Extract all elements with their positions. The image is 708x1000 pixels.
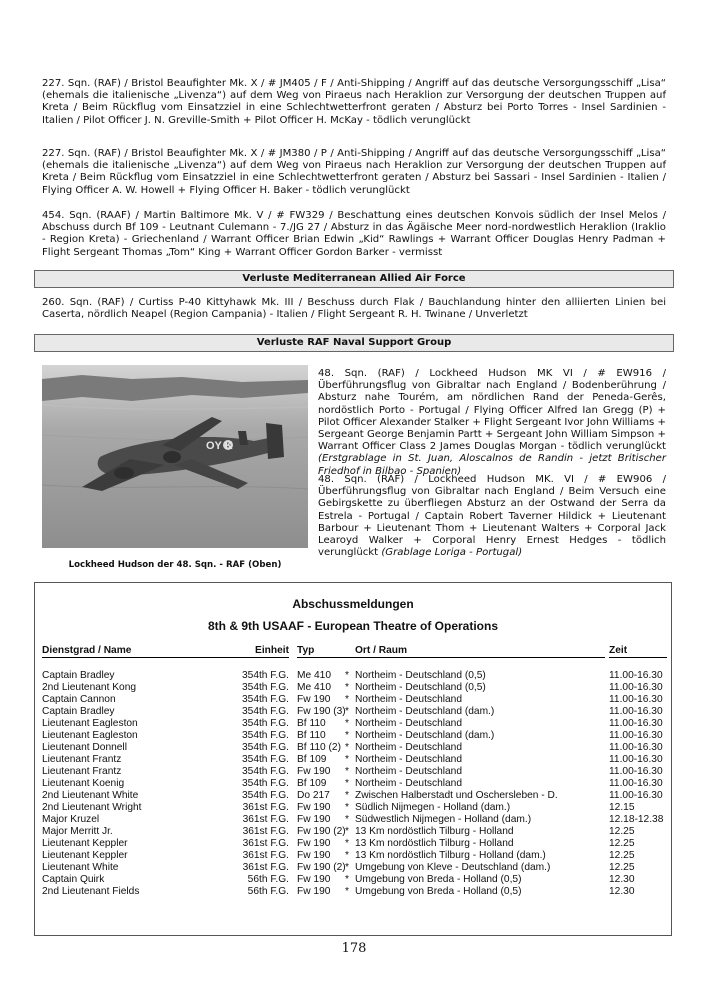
table-row <box>35 826 671 838</box>
claim-name: Lieutenant Eagleston <box>42 730 138 741</box>
claim-place: Zwischen Halberstadt und Oschersleben - D. <box>355 790 558 801</box>
claim-place: Northeim - Deutschland <box>355 694 463 705</box>
claim-time: 11.00-16.30 <box>609 778 663 789</box>
table-row <box>35 682 671 694</box>
claim-unit: 56th F.G. <box>247 874 289 885</box>
claim-type: Fw 190 <box>297 850 331 861</box>
header-name: Dienstgrad / Name <box>42 645 208 658</box>
claim-mark: * <box>345 790 349 801</box>
claim-place: Umgebung von Breda - Holland (0,5) <box>355 874 522 885</box>
claim-unit: 361st F.G. <box>242 802 289 813</box>
claim-place: Umgebung von Breda - Holland (0,5) <box>355 886 522 897</box>
table-row <box>35 838 671 850</box>
table-row <box>35 850 671 862</box>
claim-place: Northeim - Deutschland <box>355 754 463 765</box>
table-row <box>35 766 671 778</box>
claim-unit: 354th F.G. <box>241 718 289 729</box>
claim-unit: 361st F.G. <box>242 862 289 873</box>
claim-mark: * <box>345 850 349 861</box>
claim-name: 2nd Lieutenant Kong <box>42 682 137 693</box>
claim-unit: 361st F.G. <box>242 814 289 825</box>
claim-time: 11.00-16.30 <box>609 766 663 777</box>
claim-mark: * <box>345 838 349 849</box>
claim-type: Fw 190 <box>297 766 331 777</box>
naval-paragraph-1-text: 48. Sqn. (RAF) / Lockheed Hudson MK VI / # EW916 / Überführungsflug von Gibraltar nach England / Bodenberührung / Absturz nahe Tourém, am nördlichen Rand der Peneda-Gerês, nordöstlich Porto - Portugal / Flying Officer Alfred Ian Gregg (P) + Pilot Officer Alexander Stalker + Flight Sergeant Ivor John Williams + Sergeant George Benjamin Partt + Sergeant John William Simpson + Warrant Officer Class 2 James Douglas Morgan - tödlich verunglückt <box>318 368 666 453</box>
claims-table-header <box>35 645 671 658</box>
claim-mark: * <box>345 778 349 789</box>
claim-name: Lieutenant Eagleston <box>42 718 138 729</box>
loss-paragraph-4: 260. Sqn. (RAF) / Curtiss P-40 Kittyhawk Mk. III / Beschuss durch Flak / Bauchlandung hinter den alliierten Linien bei Caserta, nördlich Neapel (Region Campania) - Italien / Flight Sergeant R. H. Twinane / Unverletzt <box>42 297 666 321</box>
header-time: Zeit <box>609 645 667 658</box>
svg-text:OY K: OY K <box>206 440 233 452</box>
claim-name: Major Merritt Jr. <box>42 826 113 837</box>
claim-type: Fw 190 <box>297 886 331 897</box>
claim-name: Captain Bradley <box>42 706 115 717</box>
claim-mark: * <box>345 682 349 693</box>
claim-mark: * <box>345 802 349 813</box>
table-row <box>35 670 671 682</box>
claim-unit: 354th F.G. <box>241 730 289 741</box>
claim-mark: * <box>345 718 349 729</box>
claim-place: Northeim - Deutschland <box>355 742 463 753</box>
claim-unit: 361st F.G. <box>242 826 289 837</box>
loss-paragraph-2: 227. Sqn. (RAF) / Bristol Beaufighter Mk. X / # JM380 / P / Anti-Shipping / Angriff auf das deutsche Versorgungsschiff „Lisa“ (ehemals die italienische „Livenza“) auf dem Weg von Piraeus nach Heraklion zur Versorgung der deutschen Truppen auf Kreta / Beim Rückflug vom Einsatzziel in eine Schlechtwetterfront geraten / Absturz bei Sassari - Insel Sardinien - Italien / Flying Officer A. W. Howell + Flying Officer H. Baker - tödlich verunglückt <box>42 148 666 196</box>
claim-unit: 354th F.G. <box>241 754 289 765</box>
photo-caption: Lockheed Hudson der 48. Sqn. - RAF (Oben) <box>68 560 282 570</box>
claims-title: Abschussmeldungen <box>292 597 414 611</box>
claim-time: 11.00-16.30 <box>609 682 663 693</box>
claim-type: Fw 190 (2) <box>297 862 346 873</box>
claims-box <box>34 582 672 936</box>
claim-place: Northeim - Deutschland (dam.) <box>355 730 495 741</box>
claim-type: Bf 110 <box>297 730 326 741</box>
claim-name: Captain Quirk <box>42 874 105 885</box>
claim-time: 11.00-16.30 <box>609 742 663 753</box>
claim-time: 12.25 <box>609 850 635 861</box>
claim-place: 13 Km nordöstlich Tilburg - Holland (dam.) <box>355 850 546 861</box>
table-row <box>35 886 671 898</box>
claim-place: Northeim - Deutschland <box>355 778 463 789</box>
claim-unit: 56th F.G. <box>247 886 289 897</box>
claim-place: Northeim - Deutschland (0,5) <box>355 682 486 693</box>
claim-type: Fw 190 <box>297 874 331 885</box>
claim-unit: 354th F.G. <box>241 778 289 789</box>
naval-paragraph-1 <box>318 368 666 478</box>
claim-place: Northeim - Deutschland <box>355 718 463 729</box>
table-row <box>35 706 671 718</box>
claim-name: Lieutenant Frantz <box>42 754 122 765</box>
table-row <box>35 874 671 886</box>
claim-type: Bf 110 <box>297 718 326 729</box>
claim-time: 11.00-16.30 <box>609 694 663 705</box>
claim-place: 13 Km nordöstlich Tilburg - Holland <box>355 838 514 849</box>
claim-name: Lieutenant Keppler <box>42 850 128 861</box>
naval-paragraph-2-note: (Grablage Loriga - Portugal) <box>381 547 523 559</box>
claim-type: Bf 110 (2) <box>297 742 341 753</box>
claim-time: 12.25 <box>609 838 635 849</box>
claim-time: 11.00-16.30 <box>609 718 663 729</box>
loss-paragraph-1: 227. Sqn. (RAF) / Bristol Beaufighter Mk. X / # JM405 / F / Anti-Shipping / Angriff auf das deutsche Versorgungsschiff „Lisa“ (ehemals die italienische „Livenza“) auf dem Weg von Piraeus nach Heraklion zur Versorgung der deutschen Truppen auf Kreta / Beim Rückflug vom Einsatzziel in eine Schlechtwetterfront geraten / Absturz bei Porto Torres - Insel Sardinien - Italien / Pilot Officer J. N. Greville-Smith + Pilot Officer H. McKay - tödlich verunglückt <box>42 78 666 126</box>
claim-mark: * <box>345 730 349 741</box>
claim-mark: * <box>345 886 349 897</box>
claim-place: 13 Km nordöstlich Tilburg - Holland <box>355 826 514 837</box>
claim-unit: 354th F.G. <box>241 682 289 693</box>
claim-type: Fw 190 <box>297 814 331 825</box>
claim-mark: * <box>345 766 349 777</box>
claim-time: 11.00-16.30 <box>609 670 663 681</box>
header-unit: Einheit <box>208 645 289 658</box>
claim-mark: * <box>345 814 349 825</box>
claim-unit: 361st F.G. <box>242 850 289 861</box>
table-row <box>35 718 671 730</box>
claim-mark: * <box>345 862 349 873</box>
claim-unit: 354th F.G. <box>241 742 289 753</box>
claim-type: Bf 109 <box>297 778 327 789</box>
claim-mark: * <box>345 670 349 681</box>
claim-name: Lieutenant Koenig <box>42 778 125 789</box>
claim-unit: 354th F.G. <box>241 790 289 801</box>
claim-time: 12.30 <box>609 886 635 897</box>
claim-place: Umgebung von Kleve - Deutschland (dam.) <box>355 862 551 873</box>
claim-type: Me 410 <box>297 670 331 681</box>
claim-name: 2nd Lieutenant Wright <box>42 802 142 813</box>
claim-time: 12.15 <box>609 802 635 813</box>
claim-time: 12.25 <box>609 862 635 873</box>
naval-paragraph-1-note: (Erstgrablage in St. Juan, Aloscalnos de Randin - jetzt Britischer Friedhof in Bilbao - Spanien) <box>318 453 666 477</box>
claim-type: Do 217 <box>297 790 330 801</box>
page-number: 178 <box>341 941 367 956</box>
claim-name: Lieutenant Keppler <box>42 838 128 849</box>
header-place: Ort / Raum <box>355 645 605 658</box>
claim-place: Südlich Nijmegen - Holland (dam.) <box>355 802 511 813</box>
claim-type: Fw 190 <box>297 802 331 813</box>
claim-name: Lieutenant Frantz <box>42 766 122 777</box>
claim-time: 12.30 <box>609 874 635 885</box>
aircraft-photo <box>42 365 308 548</box>
claim-time: 11.00-16.30 <box>609 730 663 741</box>
claim-type: Fw 190 <box>297 694 331 705</box>
claim-mark: * <box>345 754 349 765</box>
claim-unit: 354th F.G. <box>241 670 289 681</box>
table-row <box>35 802 671 814</box>
header-type: Typ <box>297 645 355 658</box>
section-header-naval-support: Verluste RAF Naval Support Group <box>34 334 674 352</box>
claim-mark: * <box>345 694 349 705</box>
claim-name: Captain Cannon <box>42 694 116 705</box>
table-row <box>35 742 671 754</box>
claim-time: 11.00-16.30 <box>609 754 663 765</box>
claim-type: Fw 190 <box>297 838 331 849</box>
claim-unit: 361st F.G. <box>242 838 289 849</box>
claim-unit: 354th F.G. <box>241 766 289 777</box>
claim-place: Northeim - Deutschland <box>355 766 463 777</box>
table-row <box>35 730 671 742</box>
table-row <box>35 814 671 826</box>
claims-subtitle: 8th & 9th USAAF - European Theatre of Operations <box>207 619 499 633</box>
claim-mark: * <box>345 874 349 885</box>
claim-place: Südwestlich Nijmegen - Holland (dam.) <box>355 814 532 825</box>
claim-mark: * <box>345 742 349 753</box>
claim-unit: 354th F.G. <box>241 706 289 717</box>
claim-name: Major Kruzel <box>42 814 100 825</box>
table-row <box>35 862 671 874</box>
claim-name: Captain Bradley <box>42 670 115 681</box>
claim-mark: * <box>345 706 349 717</box>
table-row <box>35 790 671 802</box>
claim-time: 11.00-16.30 <box>609 790 663 801</box>
claim-name: 2nd Lieutenant Fields <box>42 886 140 897</box>
claim-name: 2nd Lieutenant White <box>42 790 139 801</box>
claim-place: Northeim - Deutschland (0,5) <box>355 670 486 681</box>
claim-type: Bf 109 <box>297 754 327 765</box>
claim-name: Lieutenant Donnell <box>42 742 127 753</box>
table-row <box>35 694 671 706</box>
naval-paragraph-2 <box>318 474 666 559</box>
claim-mark: * <box>345 826 349 837</box>
claim-type: Fw 190 (3) <box>297 706 346 717</box>
claim-type: Me 410 <box>297 682 331 693</box>
claim-place: Northeim - Deutschland (dam.) <box>355 706 495 717</box>
claim-time: 12.18-12.38 <box>609 814 664 825</box>
table-row <box>35 754 671 766</box>
section-header-mediterranean: Verluste Mediterranean Allied Air Force <box>34 270 674 288</box>
claim-unit: 354th F.G. <box>241 694 289 705</box>
claim-time: 11.00-16.30 <box>609 706 663 717</box>
claim-name: Lieutenant White <box>42 862 119 873</box>
claim-time: 12.25 <box>609 826 635 837</box>
naval-paragraph-2-text: 48. Sqn. (RAF) / Lockheed Hudson MK. VI / # EW906 / Überführungsflug von Gibraltar nach England / Beim Versuch eine Gebirgskette zu überfliegen Absturz an der Ostwand der Serra da Estrela - Portugal / Captain Robert Taverner Hildick + Lieutenant Barbour + Lieutenant Thom + Lieutenant Walters + Corporal Jack Learoyd Walker + Corporal Henry Ernest Hedges - tödlich verunglückt <box>318 474 666 559</box>
table-row <box>35 778 671 790</box>
loss-paragraph-3: 454. Sqn. (RAAF) / Martin Baltimore Mk. V / # FW329 / Beschattung eines deutschen Konvois südlich der Insel Melos / Abschuss durch Bf 109 - Leutnant Culemann - 7./JG 27 / Absturz in das Ägäische Meer nord-nordwestlich Heraklion (Iraklio - Region Kreta) - Griechenland / Warrant Officer Brian Edwin „Kid“ Rawlings + Warrant Officer Douglas Henry Padman + Flight Sergeant Thomas „Tom“ King + Warrant Officer Gordon Barker - vermisst <box>42 210 666 258</box>
claim-type: Fw 190 (2) <box>297 826 346 837</box>
